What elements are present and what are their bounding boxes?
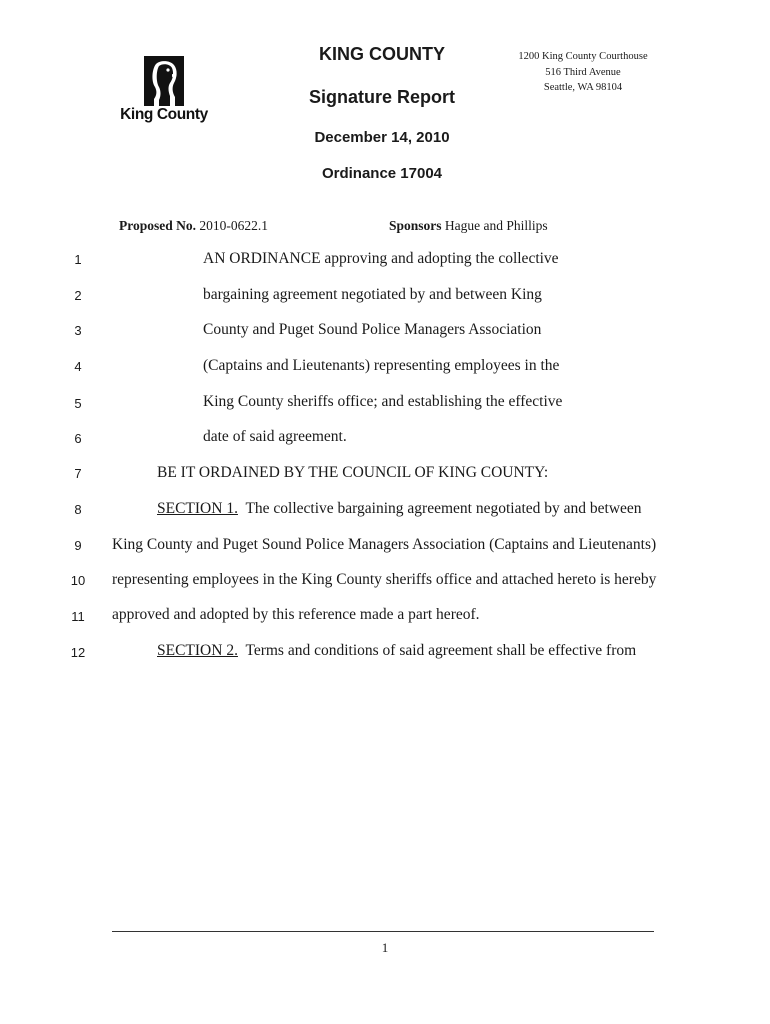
proposed-label: Proposed No.: [119, 218, 197, 233]
line-number: 7: [74, 466, 82, 481]
address-line-2: 516 Third Avenue: [545, 66, 621, 78]
sponsors-value: Hague and Phillips: [444, 218, 548, 233]
ordinance-text-line: [157, 500, 642, 518]
page-number: 1: [381, 940, 389, 955]
ordinance-text-line: AN ORDINANCE approving and adopting the collective: [203, 250, 559, 267]
line-number: 10: [70, 573, 86, 588]
line-number: 2: [74, 288, 82, 303]
ordinance-text-line: date of said agreement.: [203, 428, 347, 445]
ordinance-text-line: (Captains and Lieutenants) representing employees in the: [203, 357, 560, 374]
address-block: [510, 49, 656, 96]
sponsors: [389, 218, 548, 234]
line-number: 11: [71, 609, 85, 624]
address-line-3: Seattle, WA 98104: [543, 82, 623, 93]
section-heading: SECTION 1.: [157, 500, 238, 517]
line-number: 3: [74, 323, 82, 338]
ordinance-text-line: King County sheriffs office; and establishing the effective: [203, 393, 563, 410]
line-number: 8: [74, 502, 82, 517]
ordinance-text-line: representing employees in the King County sheriffs office and attached hereto is hereby: [112, 571, 657, 588]
report-title: Signature Report: [308, 87, 455, 107]
sponsors-label: Sponsors: [389, 218, 442, 233]
line-number: 12: [70, 645, 86, 660]
footer-rule: [112, 931, 654, 932]
ordinance-number: Ordinance 17004: [321, 165, 443, 182]
line-number: 1: [74, 252, 82, 267]
ordinance-text-line: bargaining agreement negotiated by and between King: [203, 286, 542, 303]
ordinance-text-line: County and Puget Sound Police Managers Association: [203, 321, 542, 338]
ordinance-text-line: King County and Puget Sound Police Managers Association (Captains and Lieutenants): [112, 536, 657, 553]
line-number: 6: [74, 431, 82, 446]
line-number: 5: [74, 396, 82, 411]
proposed-value: 2010-0622.1: [199, 218, 269, 233]
line-number: 4: [74, 359, 82, 374]
king-county-seal-icon: [144, 56, 184, 106]
logo-text: King County: [120, 106, 208, 123]
king-county-logo: [112, 56, 216, 136]
county-title: KING COUNTY: [319, 44, 445, 64]
proposed-number: [119, 218, 268, 234]
ordinance-text-line: BE IT ORDAINED BY THE COUNCIL OF KING COUNTY:: [157, 464, 549, 481]
report-date: December 14, 2010: [314, 129, 450, 146]
line-number: 9: [74, 538, 82, 553]
section-heading: SECTION 2.: [157, 642, 238, 659]
ordinance-text-line: approved and adopted by this reference made a part hereof.: [112, 606, 480, 623]
ordinance-text-line: [157, 642, 636, 660]
section-text: The collective bargaining agreement negotiated by and between: [245, 500, 642, 517]
address-line-1: 1200 King County Courthouse: [518, 51, 648, 62]
section-text: Terms and conditions of said agreement shall be effective from: [245, 642, 637, 659]
